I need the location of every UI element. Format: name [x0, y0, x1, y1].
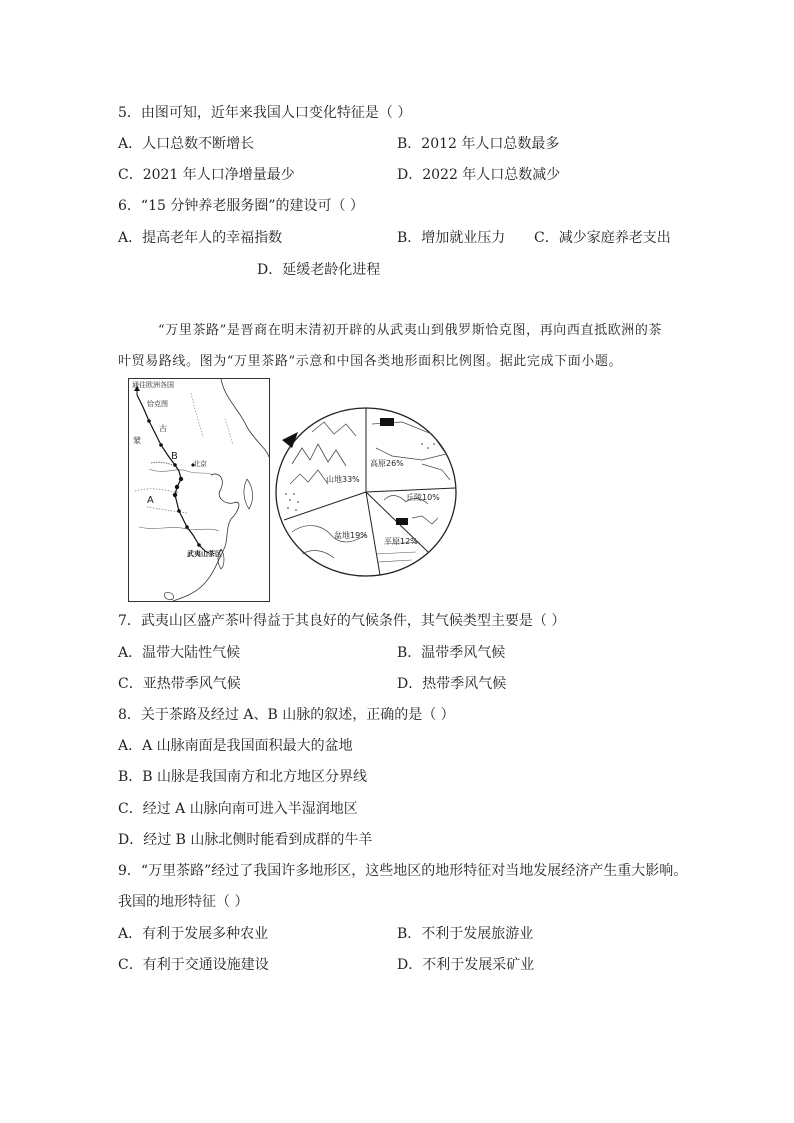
q5-stem: 5．由图可知，近年来我国人口变化特征是（ ） — [118, 105, 412, 121]
q5-option-c: C．2021 年人口净增量最少 — [118, 167, 295, 183]
map-letter-b: B — [171, 451, 178, 462]
pie-label-hills: 丘陵10% — [406, 493, 440, 502]
q7-option-d: D．热带季风气候 — [397, 676, 507, 692]
q7-option-a: A．温带大陆性气候 — [118, 645, 241, 661]
q8-option-b: B．B 山脉是我国南方和北方地区分界线 — [118, 769, 368, 785]
pie-label-plateau: 高原26% — [370, 459, 404, 468]
map-label-wuyishan: 武夷山茶区 — [187, 550, 222, 558]
q7-option-c: C．亚热带季风气候 — [118, 676, 241, 692]
map-letter-a: A — [147, 495, 154, 506]
q9-option-d: D．不利于发展采矿业 — [397, 957, 535, 973]
q6-option-b: B．增加就业压力 — [397, 230, 506, 246]
q8-option-a: A．A 山脉南面是我国面积最大的盆地 — [118, 738, 353, 754]
q5-option-b: B．2012 年人口总数最多 — [397, 136, 560, 152]
terrain-pie-chart — [272, 404, 460, 580]
q9-stem-line-1: 9．“万里茶路”经过了我国许多地形区，这些地区的地形特征对当地发展经济产生重大影响。 — [118, 863, 688, 879]
q9-option-c: C．有利于交通设施建设 — [118, 957, 269, 973]
q7-stem: 7．武夷山区盛产茶叶得益于其良好的气候条件，其气候类型主要是（ ） — [118, 613, 566, 629]
map-drawing — [129, 379, 269, 601]
q8-stem: 8．关于茶路及经过 A、B 山脉的叙述，正确的是（ ） — [118, 707, 455, 723]
q6-option-a: A．提高老年人的幸福指数 — [118, 230, 283, 246]
q7-option-b: B．温带季风气候 — [397, 645, 506, 661]
q6-option-d: D．延缓老龄化进程 — [257, 262, 381, 278]
q9-stem-line-2: 我国的地形特征（ ） — [118, 894, 249, 910]
map-label-meng: 蒙 — [133, 436, 141, 445]
q5-option-d: D．2022 年人口总数减少 — [397, 167, 561, 183]
map-label-gu: 古 — [159, 424, 167, 433]
q9-option-b: B．不利于发展旅游业 — [397, 926, 534, 942]
pie-label-plain: 平原12% — [384, 537, 418, 546]
map-label-europe: 通往欧洲各国 — [132, 381, 174, 389]
q5-option-a: A．人口总数不断增长 — [118, 136, 255, 152]
q8-option-c: C．经过 A 山脉向南可进入半湿润地区 — [118, 801, 358, 817]
pie-label-mountain: 山地33% — [326, 475, 360, 484]
tea-road-map — [128, 378, 270, 602]
pie-label-basin: 盆地19% — [334, 531, 368, 540]
q6-stem: 6．“15 分钟养老服务圈”的建设可（ ） — [118, 198, 364, 214]
q8-option-d: D．经过 B 山脉北侧时能看到成群的牛羊 — [118, 832, 373, 848]
passage-line-2: 叶贸易路线。图为“万里茶路”示意和中国各类地形面积比例图。据此完成下面小题。 — [118, 354, 623, 369]
map-label-kyakhta: 恰克图 — [147, 400, 168, 408]
map-label-beijing: 北京 — [193, 460, 207, 468]
passage-line-1: “万里茶路”是晋商在明末清初开辟的从武夷山到俄罗斯恰克图，再向西直抵欧洲的茶 — [158, 323, 663, 338]
q6-option-c: C．减少家庭养老支出 — [534, 230, 671, 246]
q9-option-a: A．有利于发展多种农业 — [118, 926, 269, 942]
